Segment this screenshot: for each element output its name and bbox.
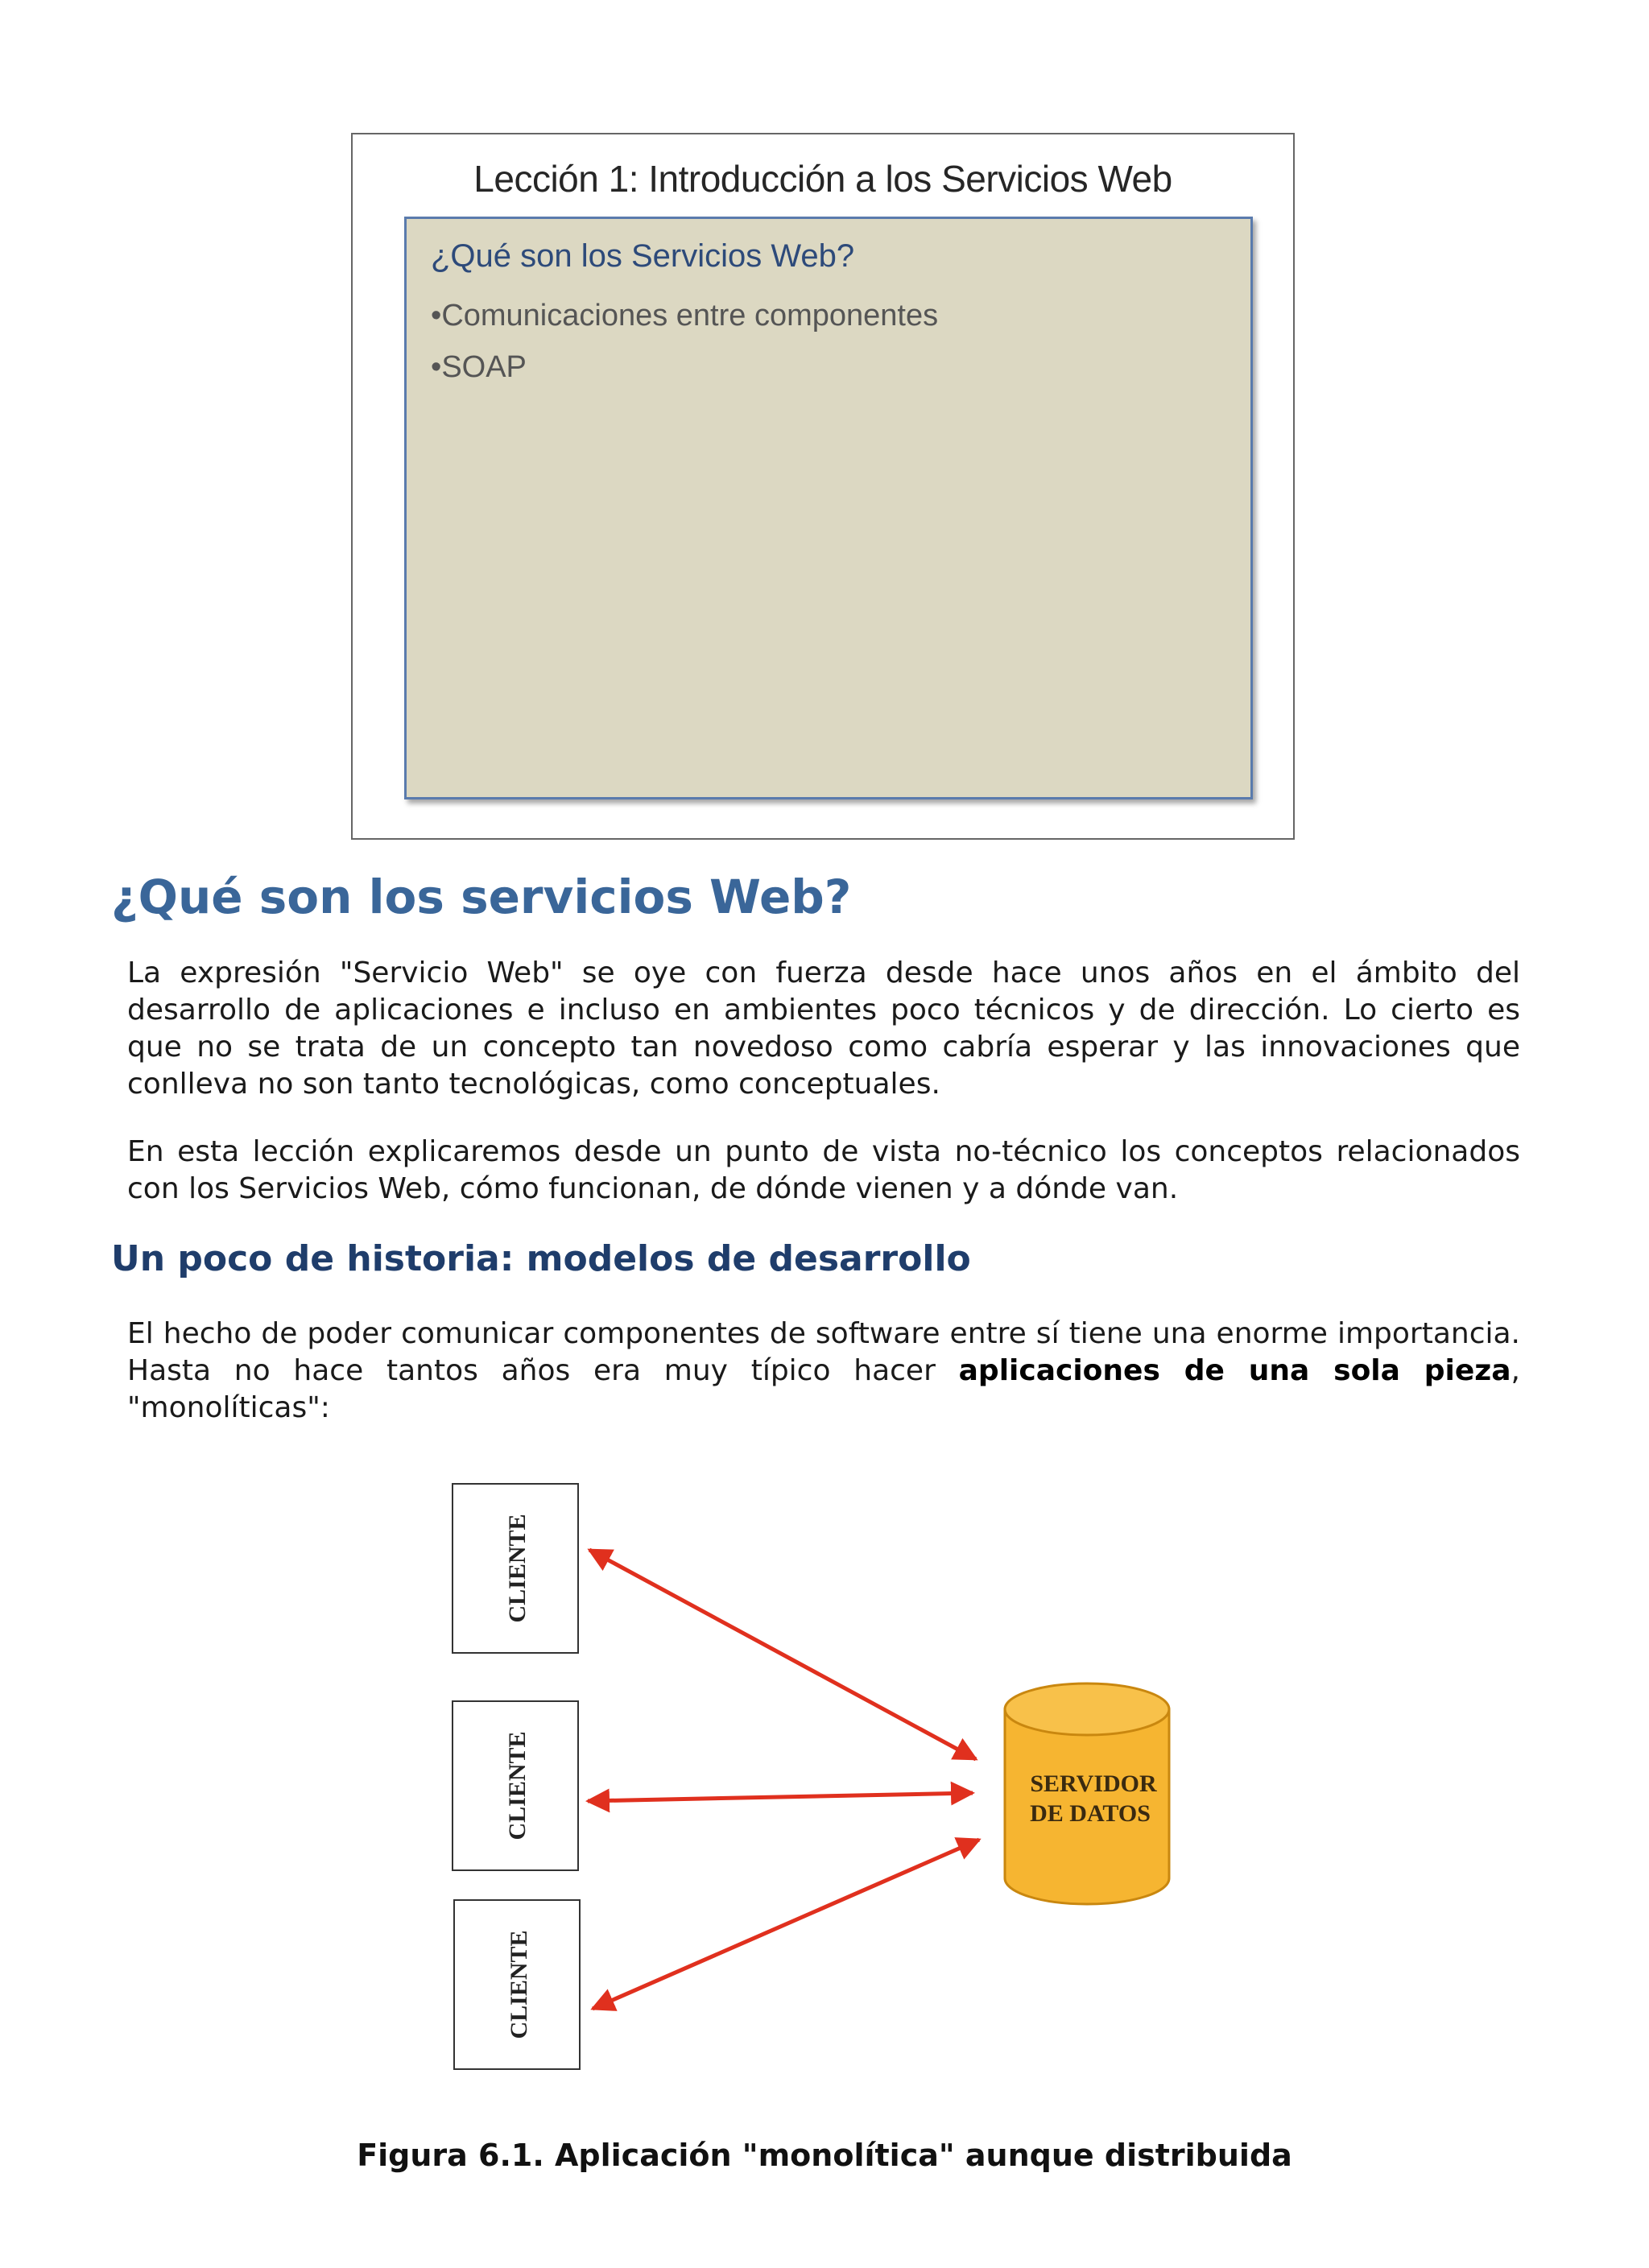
slide-heading: ¿Qué son los Servicios Web? bbox=[431, 238, 855, 274]
lesson-slide-image bbox=[351, 133, 1295, 840]
client-label-2: CLIENTE bbox=[504, 1731, 531, 1840]
client-box-1 bbox=[453, 1484, 578, 1653]
figure-caption: Figura 6.1. Aplicación "monolítica" aunque distribuida bbox=[357, 2138, 1292, 2173]
intro-paragraph: La expresión "Servicio Web" se oye con fuerza desde hace unos años en el ámbito del desarrollo de aplicaciones e incluso en ambientes poco técnicos y de dirección. Lo cierto es que no se trata de un concepto tan novedoso como cabría esperar y las innovaciones que conlleva no son tanto tecnológicas, como conceptuales. bbox=[127, 956, 1520, 1101]
subsection-title: Un poco de historia: modelos de desarrollo bbox=[111, 1238, 971, 1279]
monolithic-architecture-diagram bbox=[217, 1453, 1208, 2097]
history-text-bold: aplicaciones de una sola pieza bbox=[958, 1354, 1511, 1387]
arrow-client-1-server bbox=[589, 1550, 976, 1759]
client-box-3 bbox=[454, 1900, 580, 2069]
section-title: ¿Qué son los servicios Web? bbox=[111, 870, 852, 924]
arrow-client-3-server bbox=[593, 1840, 979, 2009]
data-server-cylinder bbox=[1005, 1683, 1169, 1904]
slide-bullet-list bbox=[431, 290, 938, 393]
history-text-end: , "monolíticas": bbox=[127, 1354, 1520, 1424]
slide-bullet-item: • Comunicaciones entre componentes bbox=[431, 290, 938, 341]
client-label-3: CLIENTE bbox=[506, 1930, 532, 2039]
arrow-client-2-server bbox=[588, 1793, 973, 1801]
slide-bullet-item: • SOAP bbox=[431, 341, 938, 393]
history-text-start: El hecho de poder comunicar componentes de software entre sí tiene una enorme importancia. Hasta no hace tantos años era muy típico hacer bbox=[127, 1317, 1520, 1387]
history-paragraph bbox=[127, 1316, 1520, 1427]
server-label-line1: SERVIDOR bbox=[1030, 1770, 1157, 1797]
slide-content-box bbox=[404, 217, 1253, 799]
client-box-2 bbox=[453, 1701, 578, 1870]
slide-title: Lección 1: Introducción a los Servicios Web bbox=[473, 158, 1172, 200]
lesson-paragraph: En esta lección explicaremos desde un punto de vista no-técnico los conceptos relacionados con los Servicios Web, cómo funcionan, de dónde vienen y a dónde van. bbox=[127, 1135, 1520, 1205]
server-label-line2: DE DATOS bbox=[1030, 1800, 1151, 1827]
client-label-1: CLIENTE bbox=[504, 1514, 531, 1623]
